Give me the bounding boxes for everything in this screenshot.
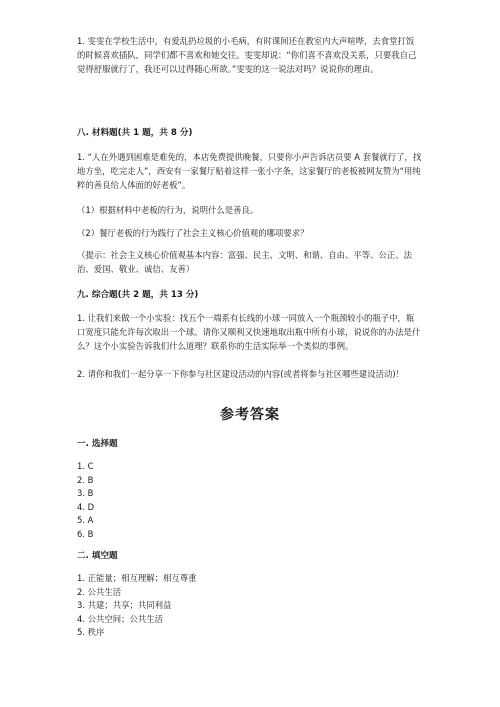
material-question-2: （2）餐厅老板的行为践行了社会主义核心价值观的哪项要求？ xyxy=(77,228,309,238)
fill-answer: 4. 公共空间；公共生活 xyxy=(77,613,164,624)
fill-answer: 5. 秩序 xyxy=(77,627,105,637)
section-heading-material: 八. 材料题(共 1 题，共 8 分) xyxy=(77,128,193,138)
fill-answer: 3. 共建；共享；共同利益 xyxy=(77,600,172,610)
answer-heading-choice: 一. 选择题 xyxy=(77,439,118,449)
choice-answer: 6. B xyxy=(77,528,94,539)
answer-title: 参考答案 xyxy=(220,407,280,423)
section-heading-comprehensive: 九. 综合题(共 2 题，共 13 分) xyxy=(77,290,199,300)
choice-answer: 2. B xyxy=(77,474,94,485)
choice-answer: 4. D xyxy=(77,501,95,512)
question-paragraph: 1. 雯雯在学校生活中，有爱乱扔垃圾的小毛病，有时课间还在教室内大声喧哗，去食堂打饭的时候喜欢插队，同学们都不喜欢和她交往。雯雯却说：“你们喜不喜欢没关系，只要我自己觉得舒服就行了，我还可以过得随心所欲。”雯雯的这一说法对吗？说说你的理由。 xyxy=(77,36,417,74)
comprehensive-question-1: 1. 让我们来做一个小实验：找五个一端系有长线的小球一同放入一个瓶颈较小的瓶子中，瓶口宽度只能允许每次取出一个球。请你又顺利又快速地取出瓶中所有小球，说说你的办法是什么？这个小实验告诉我们什么道理？联系你的生活实际举一个类似的事例。 xyxy=(77,313,421,351)
choice-answer: 1. C xyxy=(77,461,94,471)
fill-answer: 1. 正能量；相互理解；相互尊重 xyxy=(77,573,197,583)
material-question-1: （1）根据材料中老板的行为，说明什么是善良。 xyxy=(77,205,259,215)
fill-answer: 2. 公共生活 xyxy=(77,586,122,597)
material-text: 1. “人在外遇到困难是难免的，本店免费提供晚餐，只要你小声告诉店员要 A 套餐就行了，找地方坐，吃完走人”，西安有一家餐厅贴着这样一张小字条，这家餐厅的老板被网友赞为“用纯粹的善良给人体面的好老板”。 xyxy=(77,152,422,190)
comprehensive-question-2: 2. 请你和我们一起分享一下你参与社区建设活动的内容(或者将参与社区哪些建设活动)！ xyxy=(77,369,405,379)
choice-answer: 3. B xyxy=(77,488,94,498)
choice-answer-list xyxy=(77,460,94,541)
choice-answer: 5. A xyxy=(77,515,94,525)
fill-answer-list xyxy=(77,572,197,640)
answer-heading-fill: 二. 填空题 xyxy=(77,551,118,561)
hint-text: （提示：社会主义核心价值观基本内容：富强、民主、文明、和谐、自由、平等、公正、法治、爱国、敬业、诚信、友善） xyxy=(77,250,412,274)
